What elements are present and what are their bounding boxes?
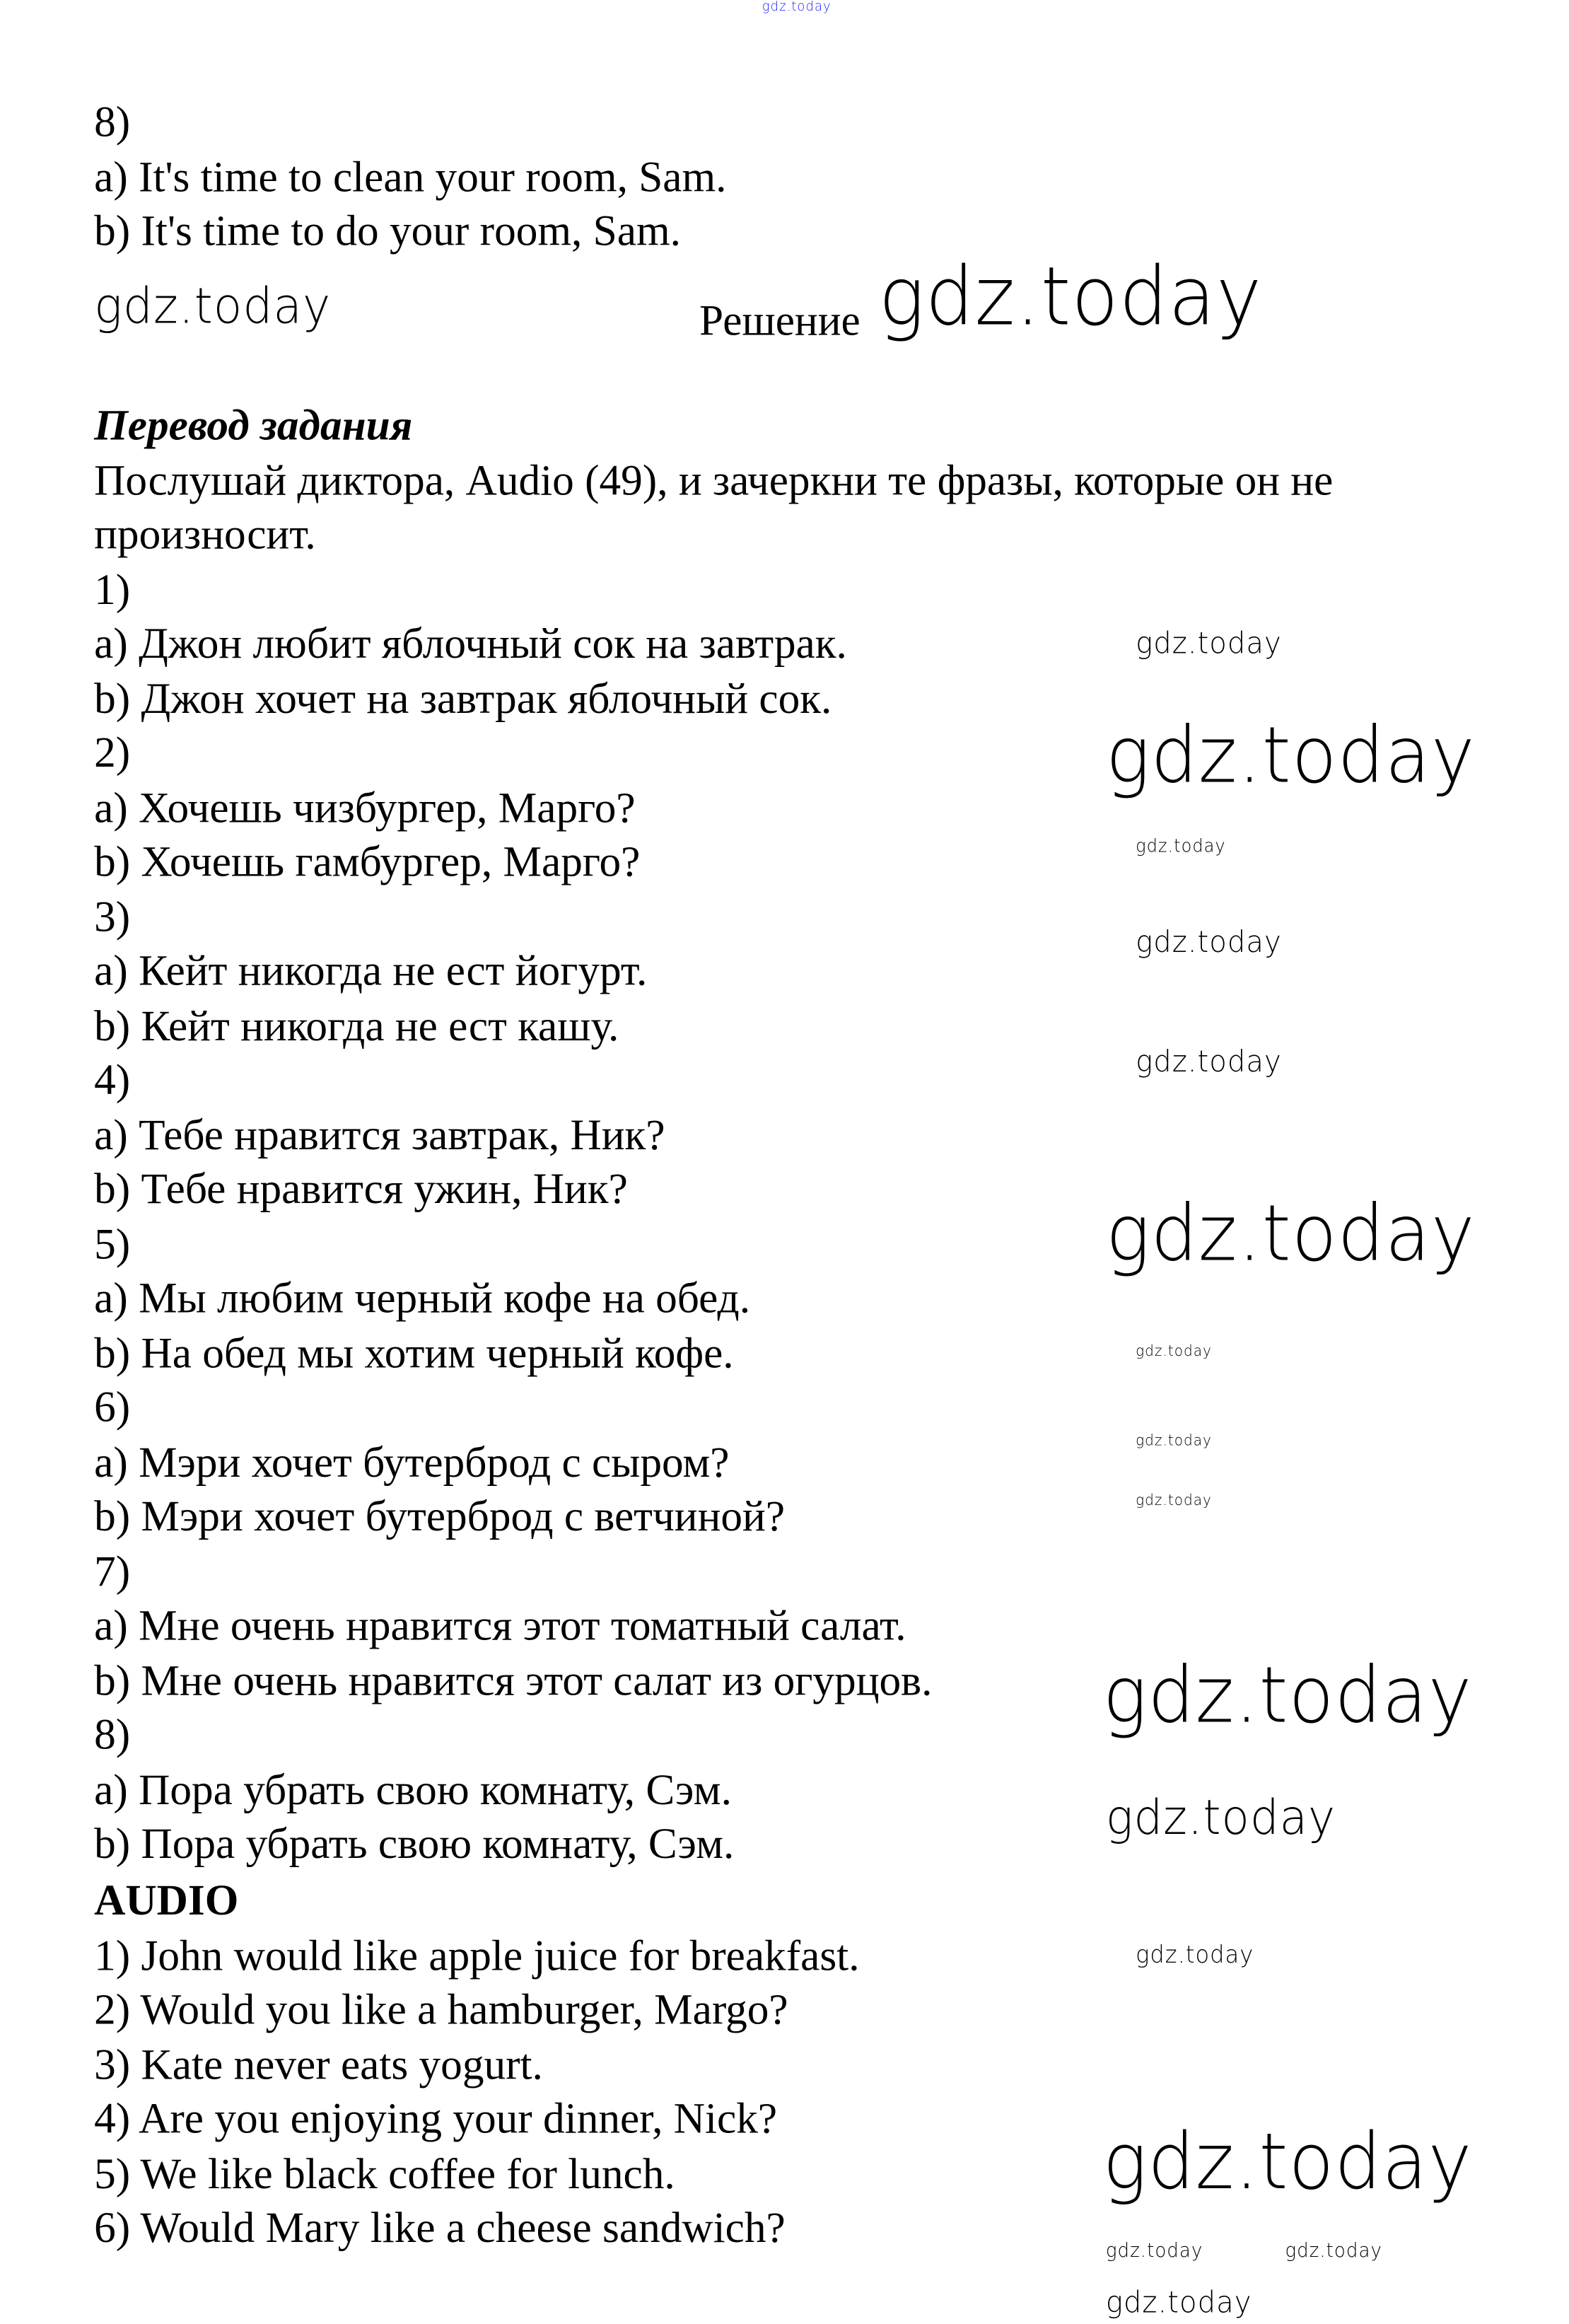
watermark: gdz.today — [878, 249, 1263, 344]
watermark: gdz.today — [1136, 624, 1282, 661]
text-line: 4) Are you enjoying your dinner, Nick? — [94, 2095, 778, 2144]
text-line: a) Мне очень нравится этот томатный салат. — [94, 1602, 906, 1651]
text-line: 5) We like black coffee for lunch. — [94, 2149, 675, 2198]
text-line: b) Джон хочет на завтрак яблочный сок. — [94, 675, 832, 723]
text-line: b) Мне очень нравится этот салат из огурцов. — [94, 1656, 933, 1705]
audio-heading: AUDIO — [94, 1877, 239, 1925]
text-line: a) Мы любим черный кофе на обед. — [94, 1274, 751, 1323]
watermark: gdz.today — [1136, 835, 1226, 856]
watermark: gdz.today — [762, 0, 832, 16]
text-line: 8) — [94, 98, 131, 147]
watermark: gdz.today — [1105, 1190, 1476, 1279]
text-line: 6) Would Mary like a cheese sandwich? — [94, 2204, 786, 2253]
watermark: gdz.today — [1105, 2240, 1203, 2263]
watermark: gdz.today — [1136, 924, 1282, 960]
text-line: 1) — [94, 565, 131, 614]
text-line: b) Кейт никогда не ест кашу. — [94, 1001, 619, 1050]
text-line: a) Хочешь чизбургер, Марго? — [94, 784, 636, 832]
text-line: 8) — [94, 1711, 131, 1760]
text-line: a) Мэри хочет бутерброд с сыром? — [94, 1439, 730, 1487]
text-line: 3) Kate never eats yogurt. — [94, 2040, 543, 2089]
text-line: b) Мэри хочет бутерброд с ветчиной? — [94, 1493, 786, 1541]
watermark: gdz.today — [1136, 1043, 1282, 1079]
watermark: gdz.today — [1105, 711, 1476, 801]
text-line: 3) — [94, 893, 131, 941]
audio-block — [94, 1874, 859, 2256]
watermark: gdz.today — [1136, 1493, 1212, 1510]
text-line: a) Тебе нравится завтрак, Ник? — [94, 1111, 665, 1159]
solution-label: Решение — [699, 297, 861, 346]
previous-answer-block — [94, 95, 726, 259]
text-line: b) Пора убрать свою комнату, Сэм. — [94, 1820, 735, 1869]
text-line: b) It's time to do your room, Sam. — [94, 207, 681, 256]
watermark: gdz.today — [1136, 1940, 1254, 1969]
watermark: gdz.today — [1136, 1433, 1212, 1450]
text-line: 7) — [94, 1547, 131, 1596]
text-line: 2) — [94, 729, 131, 777]
watermark: gdz.today — [1102, 1651, 1473, 1741]
text-line: b) На обед мы хотим черный кофе. — [94, 1329, 734, 1378]
text-line: 5) — [94, 1220, 131, 1269]
translation-heading: Перевод задания — [94, 402, 413, 451]
text-line: a) Кейт никогда не ест йогурт. — [94, 947, 648, 996]
watermark: gdz.today — [1105, 2284, 1252, 2320]
watermark: gdz.today — [1102, 2117, 1473, 2208]
text-line: 2) Would you like a hamburger, Margo? — [94, 1986, 788, 2035]
watermark: gdz.today — [94, 276, 332, 335]
text-line: 4) — [94, 1057, 131, 1105]
text-line: a) Джон любит яблочный сок на завтрак. — [94, 620, 847, 668]
watermark: gdz.today — [1285, 2240, 1382, 2263]
text-line: 6) — [94, 1383, 131, 1432]
watermark: gdz.today — [1105, 1789, 1336, 1846]
watermark: gdz.today — [1136, 1343, 1212, 1361]
text-line: b) Тебе нравится ужин, Ник? — [94, 1166, 628, 1214]
text-line: a) Пора убрать свою комнату, Сэм. — [94, 1765, 732, 1814]
text-line: произносит. — [94, 511, 316, 559]
text-line: a) It's time to clean your room, Sam. — [94, 153, 727, 202]
text-line: 1) John would like apple juice for breakfast. — [94, 1931, 860, 1980]
text-line: b) Хочешь гамбургер, Марго? — [94, 838, 641, 887]
text-line: Послушай диктора, Audio (49), и зачеркни те фразы, которые он не — [94, 456, 1334, 505]
